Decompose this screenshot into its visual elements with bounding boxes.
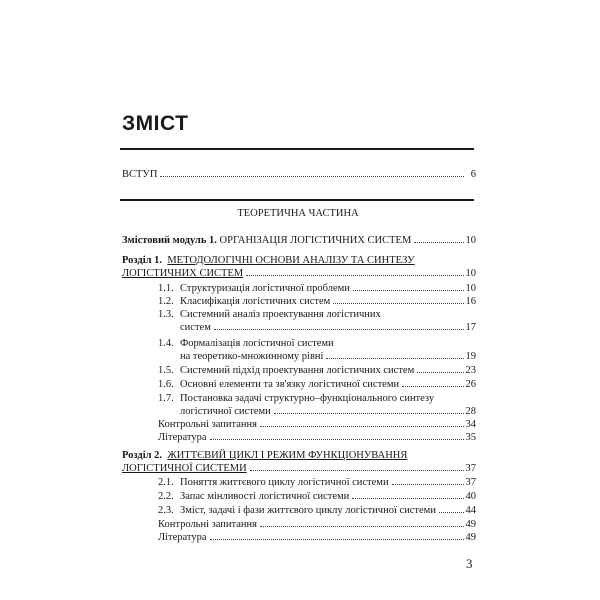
section2-title: ЖИТТЄВИЙ ЦИКЛ І РЕЖИМ ФУНКЦІОНУВАННЯ [167,450,408,461]
questions-page: 34 [465,419,476,430]
toc-questions [158,418,476,431]
item-text: Системний підхід проектування логістичних систем [180,365,415,376]
leader-dots [160,175,464,177]
item-page: 23 [465,365,476,376]
page-number: 3 [466,556,473,571]
toc-item [158,308,381,321]
literature-text: Література [158,532,207,543]
intro-label: ВСТУП [122,169,158,180]
item-text-cont: систем [180,322,211,333]
item-num: 1.6. [158,379,174,390]
item-text: Поняття життєвого циклу логістичної системи [180,477,389,488]
item-text-cont: на теоретико-множинному рівні [180,351,324,362]
heading-rule [120,148,474,150]
section1-title-cont: ЛОГІСТИЧНИХ СИСТЕМ [122,268,244,279]
item-page: 44 [465,505,476,516]
literature-text: Література [158,432,207,443]
toc-item [158,364,476,377]
leader-dots [210,538,464,540]
item-num: 2.2. [158,491,174,502]
section1-title: МЕТОДОЛОГІЧНІ ОСНОВИ АНАЛІЗУ ТА СИНТЕЗУ [167,255,415,266]
section2-page: 37 [465,463,476,474]
leader-dots [274,412,464,414]
item-num: 1.1. [158,283,174,294]
toc-item [158,295,476,308]
leader-dots [392,483,464,485]
item-text: Класифікація логістичних систем [180,296,331,307]
section1-page: 10 [465,268,476,279]
leader-dots [210,438,464,440]
toc-entry-module [122,234,476,247]
item-num: 1.5. [158,365,174,376]
item-num: 1.7. [158,393,174,404]
toc-item-cont [180,321,476,334]
toc-item-cont [180,350,476,363]
toc-item [158,490,476,503]
part-title: ТЕОРЕТИЧНА ЧАСТИНА [237,208,359,219]
item-page: 16 [465,296,476,307]
questions-page: 49 [465,519,476,530]
leader-dots [260,525,464,527]
item-text: Постановка задачі структурно–функціонального синтезу [180,393,435,404]
section1-title-line1 [122,254,415,267]
section2-prefix: Розділ 2. [122,450,163,461]
questions-text: Контрольні запитання [158,519,257,530]
toc-item [158,392,434,405]
item-text: Зміст, задачі і фази життєвого циклу логістичної системи [180,505,436,516]
questions-text: Контрольні запитання [158,419,257,430]
section2-title-line2 [122,462,476,475]
leader-dots [250,469,464,471]
leader-dots [417,371,463,373]
toc-questions [158,518,476,531]
toc-literature [158,431,476,444]
intro-rule [120,199,474,201]
leader-dots [353,289,464,291]
item-page: 17 [465,322,476,333]
item-page: 28 [465,406,476,417]
item-page: 19 [465,351,476,362]
intro-page: 6 [470,169,476,180]
item-num: 2.3. [158,505,174,516]
item-text: Запас мінливості логістичної системи [180,491,350,502]
toc-item [158,504,476,517]
toc-item-cont [180,405,476,418]
module-prefix: Змістовий модуль 1. [122,235,217,246]
item-text: Формалізація логістичної системи [180,338,334,349]
item-num: 1.4. [158,338,174,349]
item-num: 1.2. [158,296,174,307]
item-text: Системний аналіз проектування логістичних [180,309,381,320]
leader-dots [352,497,463,499]
leader-dots [414,241,463,243]
item-page: 40 [465,491,476,502]
literature-page: 35 [465,432,476,443]
item-text: Структуризація логістичної проблеми [180,283,350,294]
item-text-cont: логістичної системи [180,406,271,417]
section2-title-line1 [122,449,407,462]
leader-dots [246,274,463,276]
toc-item [158,282,476,295]
section1-title-line2 [122,267,476,280]
section1-prefix: Розділ 1. [122,255,163,266]
toc-item [158,476,476,489]
item-page: 37 [465,477,476,488]
toc-entry-intro [122,168,476,181]
module-title: ОРГАНІЗАЦІЯ ЛОГІСТИЧНИХ СИСТЕМ [219,235,412,246]
toc-heading: ЗМІСТ [122,112,189,135]
section2-title-cont: ЛОГІСТИЧНОЇ СИСТЕМИ [122,463,247,474]
leader-dots [333,302,463,304]
toc-literature [158,531,476,544]
leader-dots [260,425,464,427]
leader-dots [439,511,464,513]
item-page: 10 [465,283,476,294]
toc-item [158,337,334,350]
literature-page: 49 [465,532,476,543]
item-text: Основні елементи та зв'язку логістичної системи [180,379,400,390]
module-page: 10 [465,235,476,246]
item-num: 2.1. [158,477,174,488]
item-page: 26 [465,379,476,390]
leader-dots [214,328,464,330]
leader-dots [402,385,463,387]
toc-item [158,378,476,391]
leader-dots [326,357,463,359]
item-num: 1.3. [158,309,174,320]
